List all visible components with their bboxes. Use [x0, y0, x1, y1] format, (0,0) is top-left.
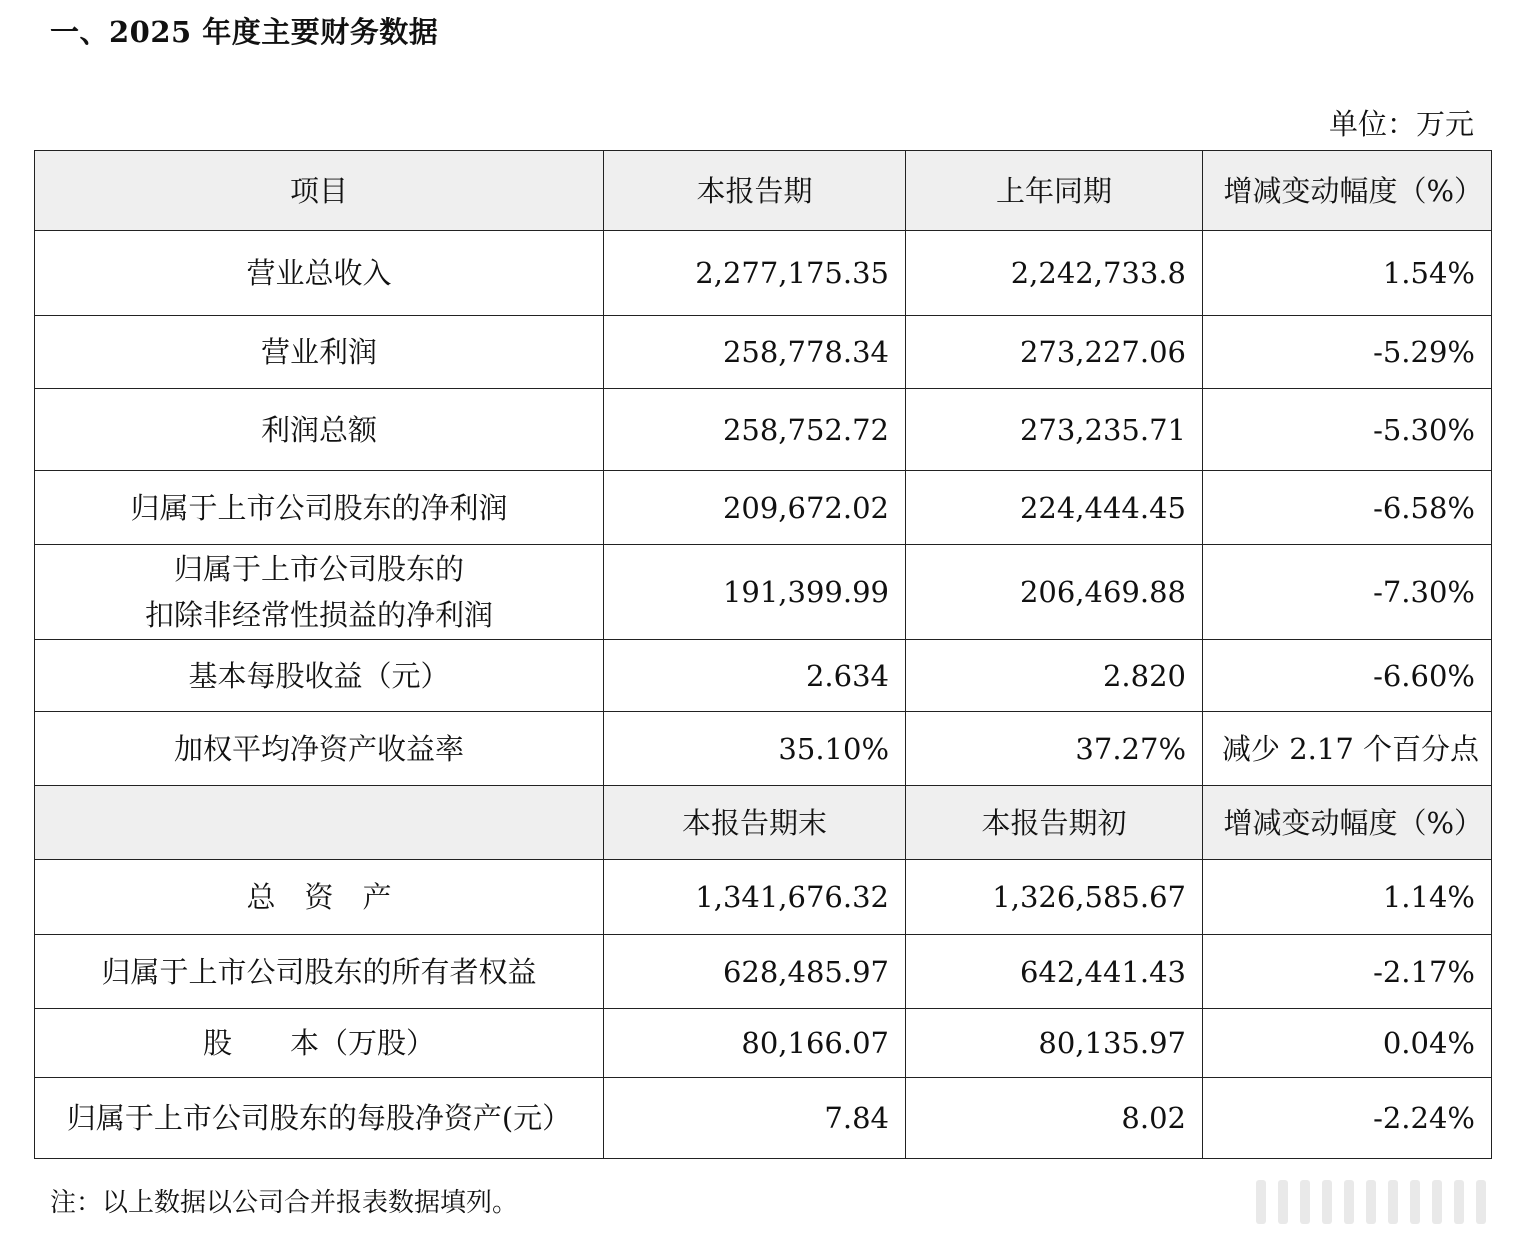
grip-line [1454, 1180, 1464, 1224]
page-title: 一、2025 年度主要财务数据 [50, 15, 439, 49]
table-row [35, 316, 1492, 389]
row-prior-value: 206,469.88 [906, 545, 1203, 640]
subheader-period-end: 本报告期末 [604, 786, 906, 860]
grip-line [1300, 1180, 1310, 1224]
row-item-label: 利润总额 [35, 389, 604, 471]
row-item-label-line2: 扣除非经常性损益的净利润 [144, 598, 493, 632]
row-end-value: 80,166.07 [604, 1009, 906, 1078]
row-prior-value: 2,242,733.8 [906, 231, 1203, 316]
row-prior-value: 2.820 [906, 640, 1203, 712]
row-item-label: 归属于上市公司股东的所有者权益 [35, 935, 604, 1009]
header-current-period: 本报告期 [604, 151, 906, 231]
row-item-label: 归属于上市公司股东的每股净资产(元） [35, 1078, 604, 1159]
row-end-value: 1,341,676.32 [604, 860, 906, 935]
row-change-value: -7.30% [1203, 545, 1492, 640]
row-change-value: -6.60% [1203, 640, 1492, 712]
scrollbar-handle[interactable] [1256, 1180, 1506, 1224]
table-row [35, 389, 1492, 471]
row-change-value: -2.17% [1203, 935, 1492, 1009]
row-change-value: 1.54% [1203, 231, 1492, 316]
row-change-value: -5.30% [1203, 389, 1492, 471]
row-begin-value: 80,135.97 [906, 1009, 1203, 1078]
table-row [35, 712, 1492, 786]
grip-line [1322, 1180, 1332, 1224]
financial-data-table [34, 150, 1492, 1159]
row-current-value: 35.10% [604, 712, 906, 786]
row-item-label [35, 545, 604, 640]
table-row [35, 1009, 1492, 1078]
row-item-label: 股 本（万股） [35, 1009, 604, 1078]
row-change-value: 1.14% [1203, 860, 1492, 935]
row-begin-value: 642,441.43 [906, 935, 1203, 1009]
row-item-label: 归属于上市公司股东的净利润 [35, 471, 604, 545]
row-item-label: 营业利润 [35, 316, 604, 389]
row-current-value: 2.634 [604, 640, 906, 712]
table-row [35, 471, 1492, 545]
row-begin-value: 1,326,585.67 [906, 860, 1203, 935]
grip-line [1410, 1180, 1420, 1224]
row-change-value: 0.04% [1203, 1009, 1492, 1078]
row-change-value: 减少 2.17 个百分点 [1203, 712, 1492, 786]
grip-line [1476, 1180, 1486, 1224]
table-header-row [35, 151, 1492, 231]
row-prior-value: 273,235.71 [906, 389, 1203, 471]
table-row [35, 231, 1492, 316]
row-prior-value: 37.27% [906, 712, 1203, 786]
grip-line [1432, 1180, 1442, 1224]
header-change: 增减变动幅度（%） [1203, 151, 1492, 231]
row-item-label-line1: 归属于上市公司股东的 [173, 552, 464, 586]
row-prior-value: 273,227.06 [906, 316, 1203, 389]
table-row [35, 640, 1492, 712]
row-current-value: 258,778.34 [604, 316, 906, 389]
row-current-value: 209,672.02 [604, 471, 906, 545]
row-current-value: 191,399.99 [604, 545, 906, 640]
row-prior-value: 224,444.45 [906, 471, 1203, 545]
table-row [35, 1078, 1492, 1159]
footnote: 注：以上数据以公司合并报表数据填列。 [50, 1188, 519, 1218]
grip-line [1366, 1180, 1376, 1224]
grip-line [1388, 1180, 1398, 1224]
row-item-label: 总 资 产 [35, 860, 604, 935]
grip-line [1344, 1180, 1354, 1224]
subheader-period-begin: 本报告期初 [906, 786, 1203, 860]
subheader-change: 增减变动幅度（%） [1203, 786, 1492, 860]
header-prior-period: 上年同期 [906, 151, 1203, 231]
unit-label: 单位：万元 [1328, 107, 1474, 141]
row-current-value: 258,752.72 [604, 389, 906, 471]
subheader-item [35, 786, 604, 860]
header-item: 项目 [35, 151, 604, 231]
row-change-value: -6.58% [1203, 471, 1492, 545]
row-current-value: 2,277,175.35 [604, 231, 906, 316]
table-row [35, 860, 1492, 935]
row-item-label: 加权平均净资产收益率 [35, 712, 604, 786]
table-row [35, 545, 1492, 640]
row-end-value: 7.84 [604, 1078, 906, 1159]
row-change-value: -2.24% [1203, 1078, 1492, 1159]
grip-line [1278, 1180, 1288, 1224]
row-change-value: -5.29% [1203, 316, 1492, 389]
table-row [35, 935, 1492, 1009]
row-item-label: 基本每股收益（元） [35, 640, 604, 712]
grip-line [1256, 1180, 1266, 1224]
row-item-label: 营业总收入 [35, 231, 604, 316]
row-end-value: 628,485.97 [604, 935, 906, 1009]
table-subheader-row [35, 786, 1492, 860]
row-begin-value: 8.02 [906, 1078, 1203, 1159]
